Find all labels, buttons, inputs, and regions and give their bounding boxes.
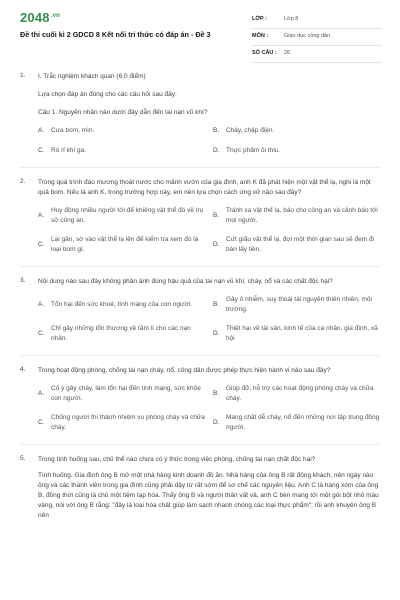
option-letter: D.: [213, 241, 220, 248]
option-text: Chỉ gây những tổn thương về tâm lí cho các nạn nhân.: [51, 325, 191, 342]
question-text: I. Trắc nghiệm khách quan (6,0 điểm): [38, 73, 146, 80]
header: [0, 0, 400, 64]
option-text: Cứt giấu vật thể lạ, đợi một thời gian sau sẽ đem đi bán lấy tiền.: [226, 236, 375, 253]
option-letter: C.: [38, 330, 45, 337]
question-list: [0, 72, 400, 533]
question-divider: [20, 167, 380, 168]
question-number: 2.: [20, 178, 26, 185]
option-text: Thiệt hại về tài sản, kinh tế của cá nhân, gia đình, xã hội: [226, 325, 378, 342]
option-letter: B.: [213, 390, 220, 397]
meta-row-subject: [252, 29, 382, 46]
answer-options: [38, 384, 380, 432]
option-text: Lại gần, sờ vào vật thể lạ lên để kiểm tra xem đó là loại bom gì.: [51, 236, 199, 253]
question-number: 4.: [20, 366, 26, 373]
option-text: Mang chất dễ cháy, nổ đến những nơi tập trung đông người.: [226, 414, 380, 431]
question-number: 3.: [20, 277, 26, 284]
question-1: [0, 72, 400, 155]
option-text: Tổn hại đến sức khoẻ, tính mạng của con người.: [51, 300, 192, 308]
meta-label: MÔN :: [252, 33, 269, 39]
question-text: Nội dung nào sau đây không phản ánh đúng hậu quả của tai nạn vũ khí, cháy, nổ và các chất độc hại?: [38, 278, 333, 285]
meta-row-count: [252, 46, 382, 63]
question-prompt: Câu 1. Nguyên nhân nào dưới đây dẫn đến tai nạn vũ khí?: [38, 109, 208, 116]
option-letter: C.: [38, 419, 45, 426]
logo-tld: .vn: [50, 12, 61, 19]
option-text: Rò rỉ khí ga.: [51, 146, 87, 154]
answer-option-b[interactable]: [213, 206, 380, 225]
exam-meta: [252, 12, 382, 63]
answer-options: [38, 126, 380, 155]
answer-option-a[interactable]: [38, 206, 205, 225]
question-text: Trong hoạt động phòng, chống tai nạn cháy, nổ, công dân được phép thực hiện hành vi nào sau đây?: [38, 367, 331, 374]
option-letter: A.: [38, 212, 45, 219]
answer-option-d[interactable]: [213, 146, 380, 156]
answer-option-b[interactable]: [213, 126, 380, 136]
question-divider: [20, 355, 380, 356]
option-text: Giúp đỡ, hỗ trợ các hoạt động phòng cháy và chữa cháy.: [226, 385, 374, 402]
logo-text: 2048: [20, 10, 50, 25]
meta-value: Giáo dục công dân: [284, 33, 331, 39]
option-text: Chống người thi thành nhiệm vụ phòng cháy và chữa cháy.: [51, 414, 205, 431]
answer-option-d[interactable]: [213, 324, 380, 343]
meta-label: SỐ CÂU :: [252, 50, 277, 56]
option-letter: D.: [213, 146, 220, 154]
answer-option-d[interactable]: [213, 235, 380, 254]
answer-option-c[interactable]: [38, 413, 205, 432]
option-letter: A.: [38, 127, 45, 135]
answer-option-a[interactable]: [38, 384, 205, 403]
option-letter: D.: [213, 330, 220, 337]
question-passage: Tình huống. Gia đình ông B mở một nhà hàng kinh doanh đồ ăn. Nhà hàng của ông B rất đông khách, nên ngày nào ông và các thành viên trong gia đình cũng phải dậy từ rất sớm để sơ chế các nguyên liệu. Anh C là hàng xóm của ông B, đồng thời cũng là chủ một tiệm tạp hóa. Thấy ông B và người thân vất vả, anh C bèn mang tới một gói bột nhỏ màu vàng, nói với ông B rằng: "đây là loại hóa chất giúp làm sạch nhanh chóng các loại thực phẩm"; rồi anh khuyên ông B nên: [38, 472, 379, 519]
option-text: Tránh xa vật thể lạ, báo cho công an và cảnh báo tới mọi người.: [226, 207, 378, 224]
question-number: 1.: [20, 72, 26, 79]
option-text: Cháy, chập điện.: [226, 127, 275, 134]
question-text: Trong quá trình đào mương thoát nước cho mảnh vườn của gia đình, anh K đã phát hiện một vật thể lạ, nghi là một quả bom. Nếu là anh K, trong trường hợp này, em nên lựa chọn cách ứng xử nào sau đây?: [38, 179, 371, 196]
question-2: [0, 178, 400, 254]
question-5: [0, 455, 400, 521]
option-letter: A.: [38, 390, 45, 397]
option-letter: A.: [38, 301, 45, 308]
question-instruction: Lựa chọn đáp án đúng cho các câu hỏi sau đây:: [38, 91, 177, 98]
question-divider: [20, 266, 380, 267]
answer-options: [38, 206, 380, 254]
question-3: [0, 277, 400, 343]
answer-options: [38, 295, 380, 343]
option-text: Gây ô nhiễm, suy thoái tài nguyên thiên nhiên, môi trường.: [226, 296, 372, 313]
answer-option-b[interactable]: [213, 295, 380, 314]
option-text: Cưa bom, mìn.: [51, 127, 95, 134]
site-logo[interactable]: [20, 10, 60, 25]
option-letter: C.: [38, 146, 45, 154]
meta-label: LỚP :: [252, 16, 267, 22]
answer-option-a[interactable]: [38, 295, 205, 314]
answer-option-c[interactable]: [38, 324, 205, 343]
answer-option-c[interactable]: [38, 146, 205, 156]
option-text: Huy động nhiều người tới để khiêng vật thể đó về trụ sở công an.: [51, 207, 204, 224]
meta-row-grade: [252, 12, 382, 29]
option-letter: B.: [213, 301, 220, 308]
answer-option-a[interactable]: [38, 126, 205, 136]
answer-option-c[interactable]: [38, 235, 205, 254]
meta-value: Lớp 8: [284, 16, 299, 22]
option-letter: D.: [213, 419, 220, 426]
question-4: [0, 366, 400, 432]
page-title: Đề thi cuối kì 2 GDCD 8 Kết nối tri thức có đáp án - Đề 3: [20, 30, 211, 39]
answer-option-b[interactable]: [213, 384, 380, 403]
option-letter: C.: [38, 241, 45, 248]
option-letter: B.: [213, 212, 220, 219]
meta-value: 26: [284, 50, 291, 56]
option-text: Cố ý gây cháy, làm tổn hại đến tính mạng, sức khỏe con người.: [51, 385, 201, 402]
question-text: Trong tình huống sau, chủ thể nào chưa có ý thức trong việc phòng, chống tai nạn chất độc hại?: [38, 456, 316, 463]
option-letter: B.: [213, 127, 220, 135]
option-text: Thực phẩm ôi thiu.: [226, 146, 281, 154]
answer-option-d[interactable]: [213, 413, 380, 432]
question-divider: [20, 444, 380, 445]
question-number: 5.: [20, 455, 26, 462]
